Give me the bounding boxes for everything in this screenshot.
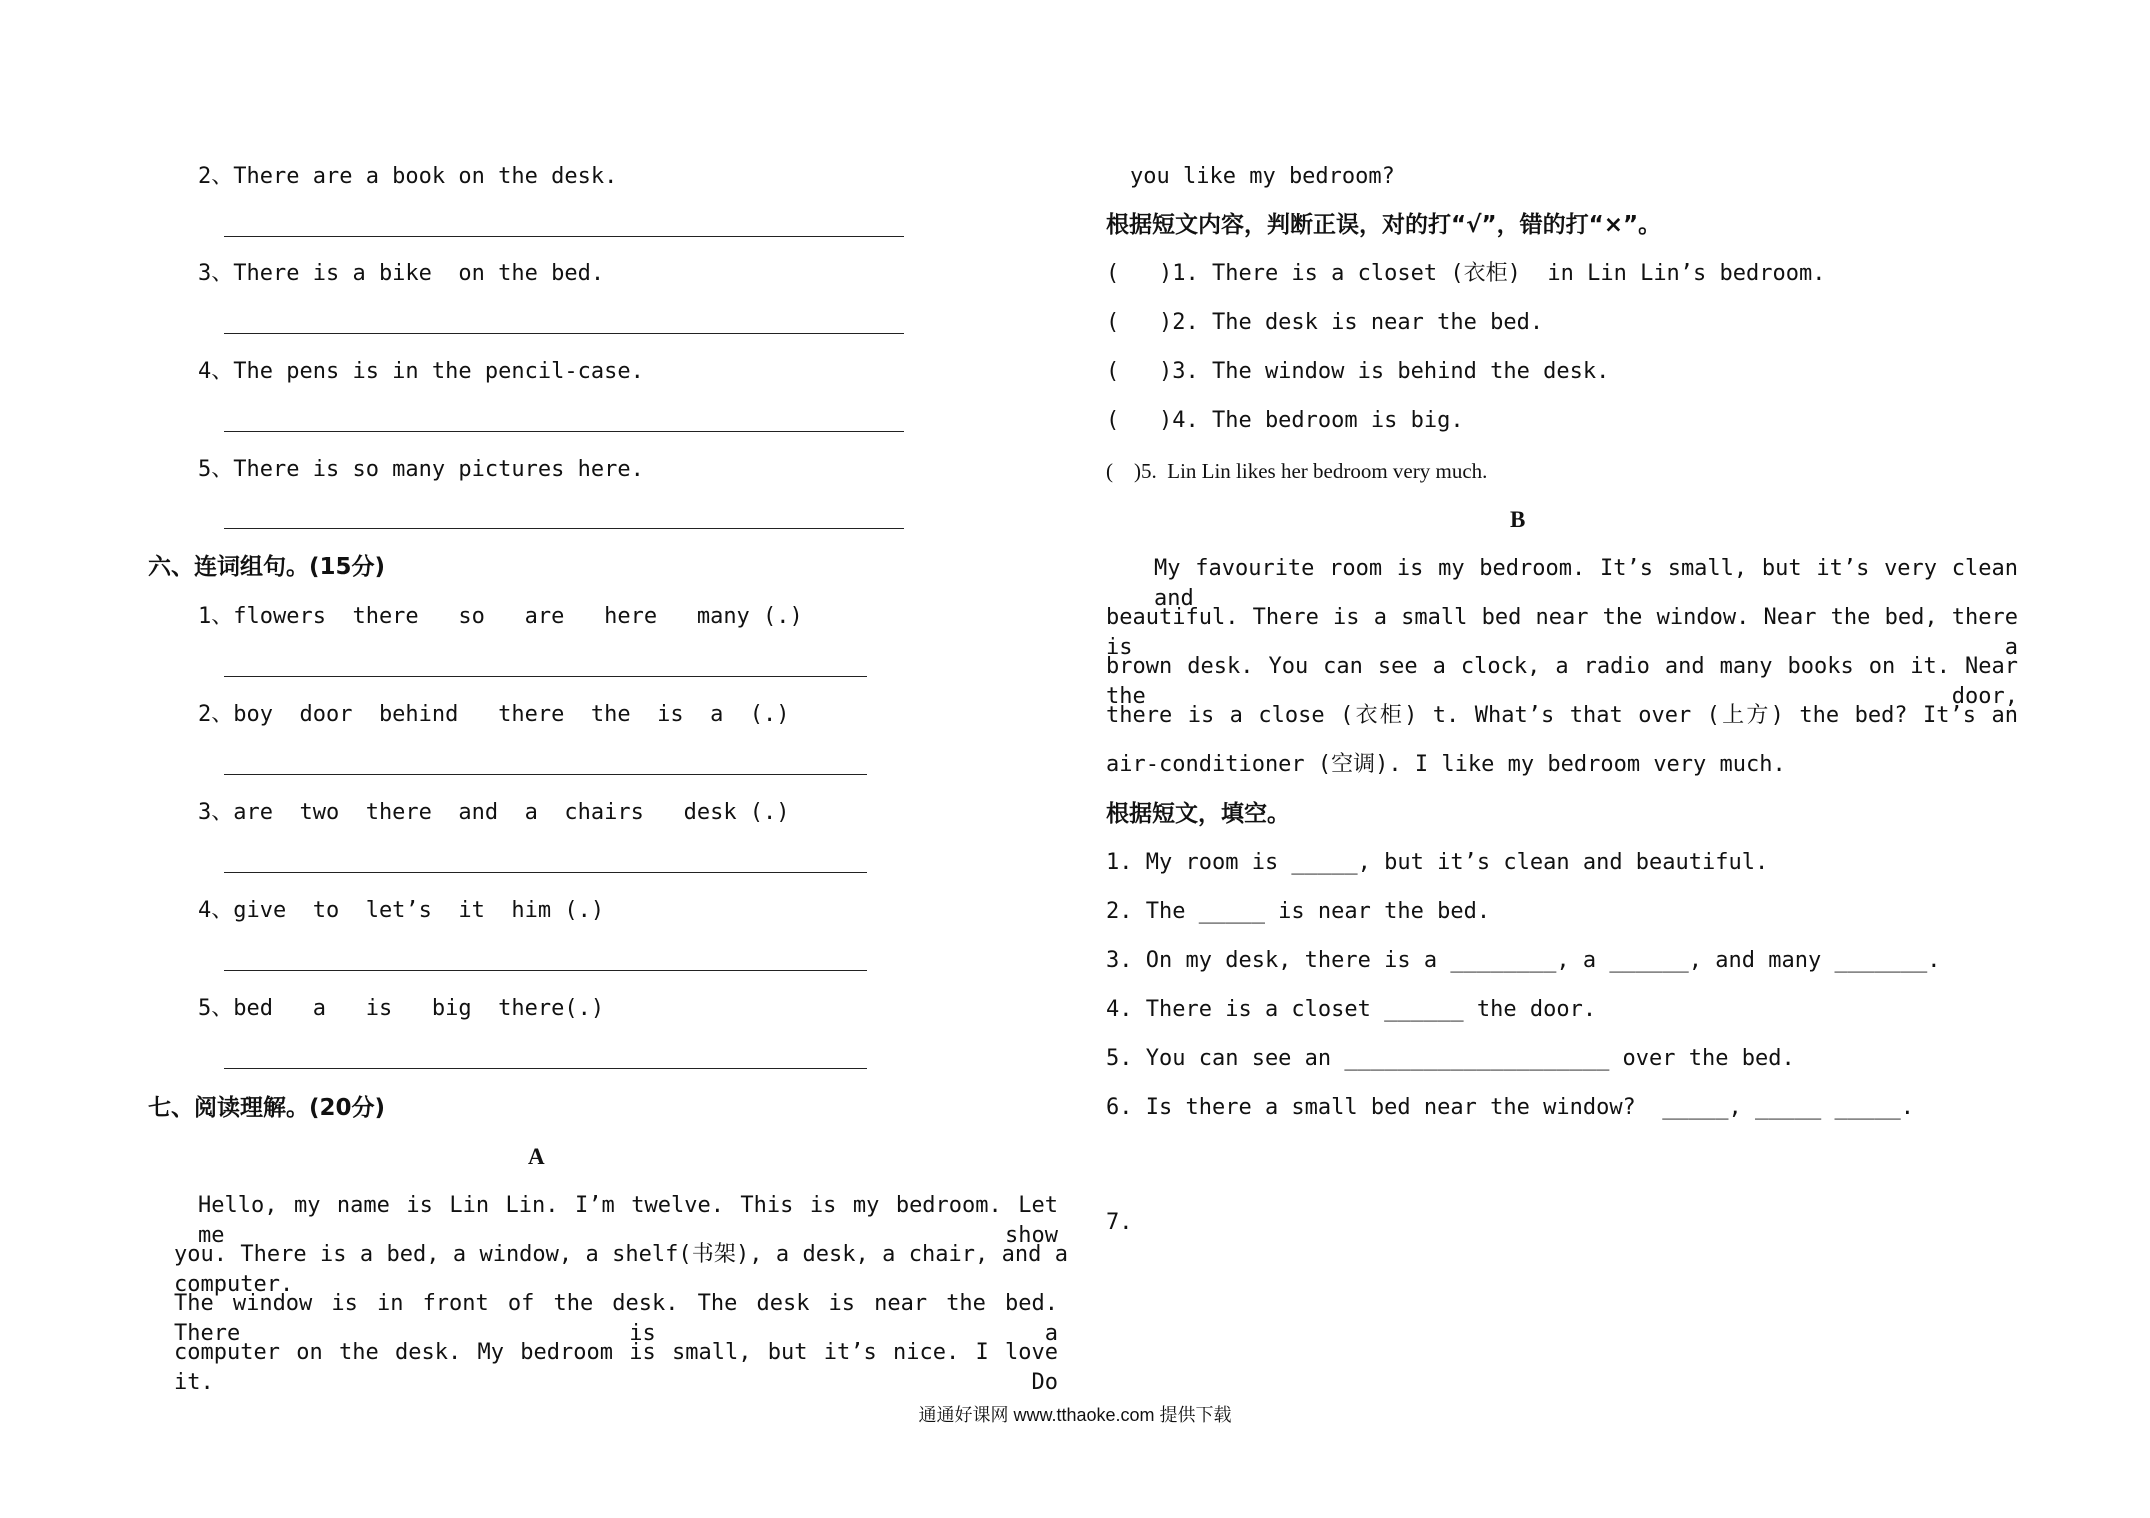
answer-line[interactable] [224, 236, 904, 237]
answer-line[interactable] [224, 774, 867, 775]
answer-line[interactable] [224, 676, 867, 677]
fill-item-5[interactable]: 5. You can see an ____________________ over the bed. [1106, 1046, 1795, 1071]
fill-item-3[interactable]: 3. On my desk, there is a ________, a ______, and many _______. [1106, 948, 1941, 973]
answer-line[interactable] [224, 872, 867, 873]
passage-b-line: beautiful. There is a small bed near the window. Near the bed, there is a [1106, 605, 2018, 660]
correction-item-5: 5、There is so many pictures here. [198, 457, 644, 482]
judge-item-2[interactable]: ( )2. The desk is near the bed. [1106, 310, 1544, 335]
word-order-item-3: 3、are two there and a chairs desk (.) [198, 800, 790, 825]
correction-item-4: 4、The pens is in the pencil-case. [198, 359, 644, 384]
passage-b-line: there is a close (衣柜) t. What’s that over (上方) the bed? It’s an [1106, 703, 2018, 728]
passage-a-line: you. There is a bed, a window, a shelf(书架), a desk, a chair, and a computer. [174, 1242, 1068, 1297]
word-order-item-2: 2、boy door behind there the is a (.) [198, 702, 790, 727]
passage-b-label: B [1510, 507, 1526, 532]
correction-item-2: 2、There are a book on the desk. [198, 164, 618, 189]
fill-item-4[interactable]: 4. There is a closet ______ the door. [1106, 997, 1597, 1022]
judge-item-5[interactable]: ( )5. Lin Lin likes her bedroom very much. [1106, 459, 1488, 483]
passage-a-line: computer on the desk. My bedroom is small, but it’s nice. I love it. Do [174, 1340, 1058, 1395]
passage-a-continuation: you like my bedroom? [1130, 164, 1395, 189]
passage-a-line: The window is in front of the desk. The desk is near the bed. There is a [174, 1291, 1058, 1346]
fill-item-6[interactable]: 6. Is there a small bed near the window? _____, _____ _____. [1106, 1095, 1914, 1120]
page-footer: 通通好课网 www.tthaoke.com 提供下载 [918, 1405, 1232, 1425]
passage-a-line: Hello, my name is Lin Lin. I’m twelve. This is my bedroom. Let me show [198, 1193, 1058, 1248]
section7-title: 七、阅读理解。(20分) [148, 1095, 386, 1121]
passage-a-label: A [528, 1144, 545, 1169]
item-7: 7. [1106, 1210, 1133, 1235]
word-order-item-4: 4、give to let’s it him (.) [198, 898, 605, 923]
passage-b-line: My favourite room is my bedroom. It’s small, but it’s very clean and [1154, 556, 2018, 611]
word-order-item-1: 1、flowers there so are here many (.) [198, 604, 803, 629]
answer-line[interactable] [224, 1068, 867, 1069]
passage-b-line: air-conditioner (空调). I like my bedroom very much. [1106, 752, 1786, 777]
fill-item-2[interactable]: 2. The _____ is near the bed. [1106, 899, 1491, 924]
answer-line[interactable] [224, 970, 867, 971]
judge-item-3[interactable]: ( )3. The window is behind the desk. [1106, 359, 1610, 384]
judge-instruction: 根据短文内容，判断正误，对的打“√”，错的打“×”。 [1106, 212, 1662, 238]
section6-title: 六、连词组句。(15分) [148, 554, 386, 580]
fill-item-1[interactable]: 1. My room is _____, but it’s clean and beautiful. [1106, 850, 1769, 875]
answer-line[interactable] [224, 431, 904, 432]
answer-line[interactable] [224, 528, 904, 529]
fill-instruction: 根据短文，填空。 [1106, 801, 1290, 827]
judge-item-1[interactable]: ( )1. There is a closet (衣柜) in Lin Lin’s bedroom. [1106, 261, 1826, 286]
answer-line[interactable] [224, 333, 904, 334]
correction-item-3: 3、There is a bike on the bed. [198, 261, 605, 286]
word-order-item-5: 5、bed a is big there(.) [198, 996, 605, 1021]
passage-b-line: brown desk. You can see a clock, a radio and many books on it. Near the door, [1106, 654, 2018, 709]
judge-item-4[interactable]: ( )4. The bedroom is big. [1106, 408, 1464, 433]
